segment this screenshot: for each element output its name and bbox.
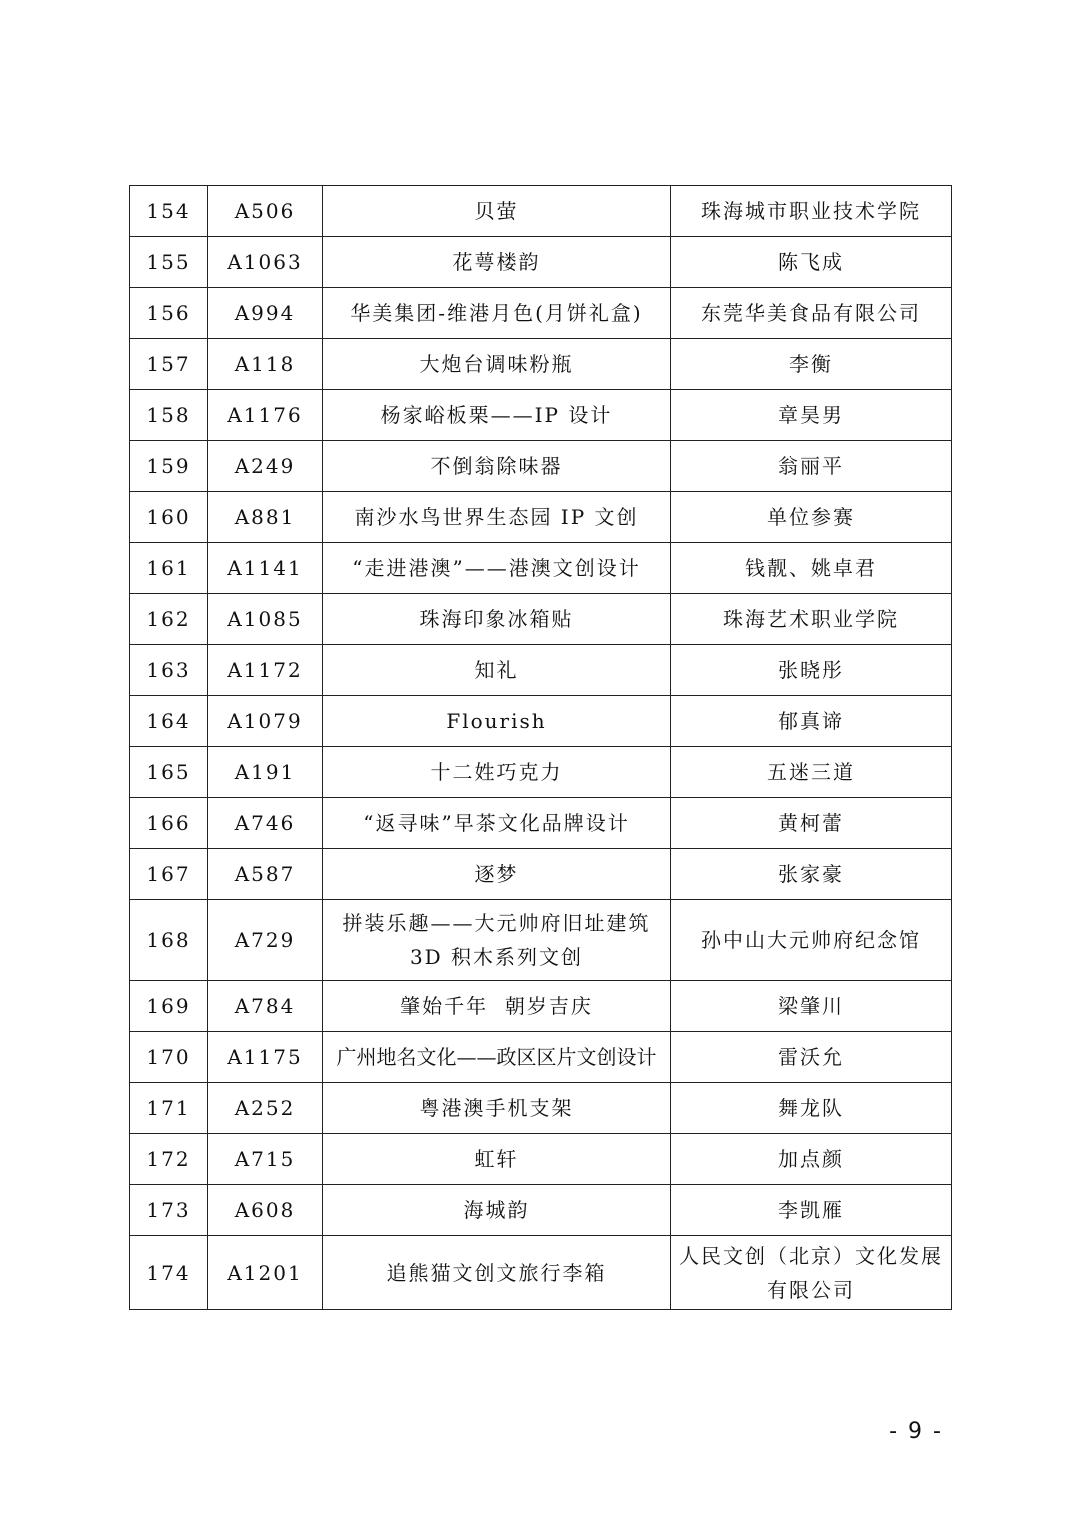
table-row xyxy=(130,594,952,645)
row-number: 174 xyxy=(130,1236,208,1310)
entry-code: A729 xyxy=(208,900,323,981)
row-number: 155 xyxy=(130,237,208,288)
entry-code: A881 xyxy=(208,492,323,543)
page-number: - 9 - xyxy=(889,1419,943,1444)
entry-code: A784 xyxy=(208,981,323,1032)
work-title: “返寻味”早茶文化品牌设计 xyxy=(323,798,671,849)
entry-code: A608 xyxy=(208,1185,323,1236)
work-title: 海城韵 xyxy=(323,1185,671,1236)
table-row xyxy=(130,849,952,900)
table-row xyxy=(130,1185,952,1236)
author: 孙中山大元帅府纪念馆 xyxy=(671,900,952,981)
work-title: 追熊猫文创文旅行李箱 xyxy=(323,1236,671,1310)
author: 加点颜 xyxy=(671,1134,952,1185)
table-row xyxy=(130,339,952,390)
work-title: 不倒翁除味器 xyxy=(323,441,671,492)
table-row xyxy=(130,1032,952,1083)
table-row xyxy=(130,981,952,1032)
work-title: 贝萤 xyxy=(323,186,671,237)
entry-code: A1141 xyxy=(208,543,323,594)
work-title: 广州地名文化——政区区片文创设计 xyxy=(323,1032,671,1083)
award-list-table xyxy=(129,185,952,1310)
work-title: 南沙水鸟世界生态园 IP 文创 xyxy=(323,492,671,543)
entry-code: A1175 xyxy=(208,1032,323,1083)
work-title-line: 3D 积木系列文创 xyxy=(409,945,584,969)
entry-code: A1176 xyxy=(208,390,323,441)
table-row xyxy=(130,237,952,288)
work-title: 粤港澳手机支架 xyxy=(323,1083,671,1134)
author: 张晓彤 xyxy=(671,645,952,696)
entry-code: A506 xyxy=(208,186,323,237)
entry-code: A715 xyxy=(208,1134,323,1185)
entry-code: A1079 xyxy=(208,696,323,747)
work-title: 逐梦 xyxy=(323,849,671,900)
author: 李衡 xyxy=(671,339,952,390)
work-title: 虹轩 xyxy=(323,1134,671,1185)
work-title: 花萼楼韵 xyxy=(323,237,671,288)
author-line: 有限公司 xyxy=(767,1277,855,1302)
entry-code: A1172 xyxy=(208,645,323,696)
author: 雷沃允 xyxy=(671,1032,952,1083)
row-number: 160 xyxy=(130,492,208,543)
row-number: 172 xyxy=(130,1134,208,1185)
work-title-line: 拼装乐趣——大元帅府旧址建筑 xyxy=(342,911,651,935)
table-row xyxy=(130,645,952,696)
table-row xyxy=(130,288,952,339)
table-row xyxy=(130,186,952,237)
author: 钱靓、姚卓君 xyxy=(671,543,952,594)
entry-code: A746 xyxy=(208,798,323,849)
author: 郁真谛 xyxy=(671,696,952,747)
work-title: “走进港澳”——港澳文创设计 xyxy=(323,543,671,594)
row-number: 170 xyxy=(130,1032,208,1083)
row-number: 167 xyxy=(130,849,208,900)
row-number: 166 xyxy=(130,798,208,849)
row-number: 158 xyxy=(130,390,208,441)
author-line: 人民文创（北京）文化发展 xyxy=(679,1243,943,1268)
work-title: 珠海印象冰箱贴 xyxy=(323,594,671,645)
table-row xyxy=(130,696,952,747)
table-row xyxy=(130,900,952,981)
author: 东莞华美食品有限公司 xyxy=(671,288,952,339)
entry-code: A1085 xyxy=(208,594,323,645)
table-row xyxy=(130,492,952,543)
row-number: 169 xyxy=(130,981,208,1032)
table-row xyxy=(130,747,952,798)
entry-code: A252 xyxy=(208,1083,323,1134)
entry-code: A249 xyxy=(208,441,323,492)
work-title: 肇始千年 朝岁吉庆 xyxy=(323,981,671,1032)
author: 舞龙队 xyxy=(671,1083,952,1134)
row-number: 173 xyxy=(130,1185,208,1236)
author: 梁肇川 xyxy=(671,981,952,1032)
row-number: 157 xyxy=(130,339,208,390)
entry-code: A994 xyxy=(208,288,323,339)
table-row xyxy=(130,798,952,849)
row-number: 159 xyxy=(130,441,208,492)
author: 黄柯蕾 xyxy=(671,798,952,849)
author: 五迷三道 xyxy=(671,747,952,798)
row-number: 165 xyxy=(130,747,208,798)
author: 李凯雁 xyxy=(671,1185,952,1236)
work-title: Flourish xyxy=(323,696,671,747)
author: 珠海艺术职业学院 xyxy=(671,594,952,645)
row-number: 156 xyxy=(130,288,208,339)
table-row xyxy=(130,1134,952,1185)
author: 陈飞成 xyxy=(671,237,952,288)
entry-code: A1063 xyxy=(208,237,323,288)
table-row xyxy=(130,1236,952,1310)
work-title: 华美集团-维港月色(月饼礼盒) xyxy=(323,288,671,339)
row-number: 161 xyxy=(130,543,208,594)
table-row xyxy=(130,1083,952,1134)
author: 张家豪 xyxy=(671,849,952,900)
table-row xyxy=(130,441,952,492)
entry-code: A1201 xyxy=(208,1236,323,1310)
author: 珠海城市职业技术学院 xyxy=(671,186,952,237)
table-row xyxy=(130,390,952,441)
work-title: 杨家峪板栗——IP 设计 xyxy=(323,390,671,441)
work-title: 知礼 xyxy=(323,645,671,696)
work-title xyxy=(323,900,671,981)
row-number: 164 xyxy=(130,696,208,747)
work-title: 十二姓巧克力 xyxy=(323,747,671,798)
author: 翁丽平 xyxy=(671,441,952,492)
table-row xyxy=(130,543,952,594)
work-title: 大炮台调味粉瓶 xyxy=(323,339,671,390)
row-number: 154 xyxy=(130,186,208,237)
author: 章昊男 xyxy=(671,390,952,441)
entry-code: A191 xyxy=(208,747,323,798)
author: 单位参赛 xyxy=(671,492,952,543)
entry-code: A587 xyxy=(208,849,323,900)
entry-code: A118 xyxy=(208,339,323,390)
row-number: 162 xyxy=(130,594,208,645)
author xyxy=(671,1236,952,1310)
row-number: 168 xyxy=(130,900,208,981)
row-number: 163 xyxy=(130,645,208,696)
row-number: 171 xyxy=(130,1083,208,1134)
